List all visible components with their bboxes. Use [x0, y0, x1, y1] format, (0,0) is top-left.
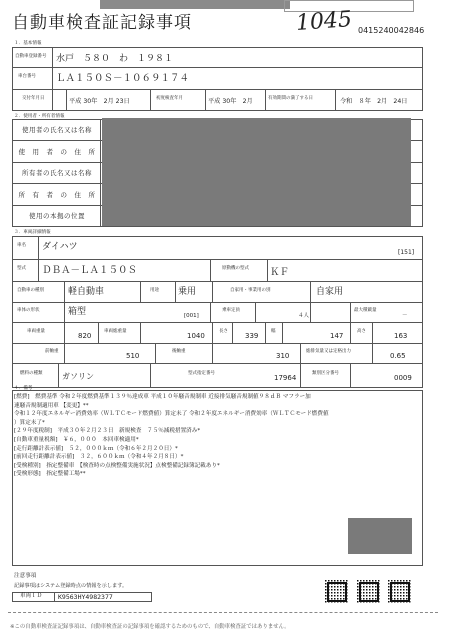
weight-label: 車両重量 [27, 329, 45, 334]
private-label: 自家用・事業用の別 [230, 288, 271, 293]
remark-line: [燃費] 燃費基準 令和２年度燃費基準１３９％達成車 平成１０年騒音規制車 近接排気騒音規制値９８ｄＢ マフラー加 [14, 394, 311, 400]
notes-heading: 注意事項 [14, 573, 37, 579]
reg-value: 水戸 ５８０ わ １９８１ [56, 54, 174, 64]
remark-line: 令和１２年度エネルギー消費効率（ＷＬＴＣモード燃費値）算定未了 令和２年度エネルギー消費効率（ＷＬＴＣモード燃費値 [14, 411, 329, 418]
class-value: 0009 [394, 374, 412, 382]
user-name-label: 使用者の氏名又は名称 [22, 126, 92, 134]
vehicle-id-value: K9563HY4982377 [58, 592, 113, 601]
owner-info-redaction [102, 118, 411, 226]
section1-heading: １．基本情報 [14, 41, 42, 46]
first-reg-value: 平成 30年 2月 23日 [69, 98, 130, 105]
maker-label: 車名 [17, 243, 26, 248]
top-redaction [100, 0, 290, 9]
footer-disclaimer: ※この自動車検査証記録事項は、自動車検査証の記録事項を確認するためのもので、自動車検査証ではありません。 [10, 624, 290, 630]
typeno-label: 型式指定番号 [188, 371, 215, 376]
section2-heading: ２．使用者・所有者情報 [14, 114, 65, 119]
user-address-label: 使 用 者 の 住 所 [18, 148, 96, 156]
remark-line: [受検形態] 指定整備工場** [14, 471, 86, 478]
gross-value: 1040 [187, 332, 205, 340]
body-label: 車体の形状 [17, 308, 40, 313]
maxload-label: 最大積載量 [354, 308, 377, 313]
fuel-value: ガソリン [62, 372, 94, 381]
length-value: 339 [245, 332, 259, 340]
class-label: 類別区分番号 [312, 371, 339, 376]
chassis-value: ＬＡ１５０Ｓ－１０６９１７４ [56, 73, 190, 84]
handwritten-number: 1045 [295, 7, 353, 36]
owner-address-label: 所 有 者 の 住 所 [18, 191, 96, 199]
height-value: 163 [394, 332, 408, 340]
section4-heading: ４．備考 [14, 386, 33, 391]
kind-value: 軽自動車 [68, 287, 105, 297]
front-axle-label: 前軸重 [45, 349, 59, 354]
capacity-label: 乗車定員 [222, 308, 240, 313]
remark-line: [前回走行距離計表示値] ３２，６００ｋｍ（令和４年２月８日）* [14, 454, 184, 461]
model-label: 型式 [17, 266, 26, 271]
remark-line: [受検種別] 指定整備車 【検査時の点検整備実施状況】点検整備記録簿記載あり* [14, 462, 220, 469]
width-label: 幅 [271, 329, 276, 334]
remark-line: 速騒音規制適用車 【変更】** [14, 402, 89, 409]
height-label: 高さ [357, 329, 366, 334]
remark-line: [自動車重量税額] ￥６，０００ 本回車検適用* [14, 436, 139, 443]
chassis-label: 車台番号 [18, 74, 36, 79]
remark-line: [２９年度税制] 平成３０年２月２３日 新規検査 ７５％減税措置済み* [14, 428, 201, 435]
displacement-label: 総排気量又は定格出力 [306, 349, 351, 354]
qr-code-3 [388, 580, 412, 604]
weight-value: 820 [78, 332, 92, 340]
base-location-label: 使用の本拠の位置 [29, 212, 85, 220]
engine-value: ＫＦ [270, 267, 290, 278]
private-value: 自家用 [316, 287, 344, 297]
displacement-value: 0.65 [390, 352, 406, 360]
body-value: 箱型 [68, 307, 87, 317]
length-label: 長さ [219, 329, 228, 334]
remark-line: ）算定未了* [14, 419, 45, 426]
document-title: 自動車検査証記録事項 [12, 13, 192, 33]
first-reg-label: 交付年月日 [22, 96, 45, 101]
vehicle-id-label: 車両ＩＤ [20, 593, 43, 599]
typeno-value: 17964 [274, 374, 297, 382]
maker-value: ダイハツ [42, 242, 78, 252]
footer-divider [8, 612, 438, 613]
section3-heading: ３．車両詳細情報 [14, 230, 51, 235]
use-label: 用途 [150, 288, 159, 293]
qr-code-2 [357, 580, 381, 604]
notes-line: 記録事項はシステム登録時点の情報を示します。 [14, 583, 128, 589]
width-value: 147 [330, 332, 344, 340]
rear-axle-label: 後軸重 [172, 349, 186, 354]
kind-label: 自動車の種別 [17, 288, 44, 293]
maxload-value: － [402, 313, 408, 319]
body-code: [001] [184, 313, 199, 319]
fuel-label: 燃料の種類 [20, 371, 43, 376]
front-axle-value: 510 [126, 352, 140, 360]
use-value: 乗用 [178, 287, 197, 297]
issue-value: 平成 30年 2月 [208, 98, 253, 105]
engine-label: 原動機の型式 [222, 266, 249, 271]
capacity-value: ４人 [298, 313, 310, 319]
qr-code-1 [325, 580, 349, 604]
remarks-text [14, 393, 424, 479]
maker-code: [151] [398, 249, 415, 256]
reg-label: 自動車登録番号 [15, 54, 47, 59]
remarks-redaction [348, 518, 412, 554]
rear-axle-value: 310 [276, 352, 290, 360]
owner-name-label: 所有者の氏名又は名称 [22, 169, 92, 177]
remark-line: [走行距離計表示値] ５２，０００ｋｍ（令和６年２月２０日）* [14, 445, 178, 452]
expiry-label: 有効期間の満了する日 [268, 96, 313, 101]
issue-label: 初度検査年月 [156, 96, 183, 101]
document-number: 0415240042846 [358, 26, 425, 35]
expiry-value: 令和 ８年 2月 24日 [340, 98, 408, 105]
gross-label: 車両総重量 [104, 329, 127, 334]
model-value: ＤＢＡ－ＬＡ１５０Ｓ [42, 265, 138, 276]
